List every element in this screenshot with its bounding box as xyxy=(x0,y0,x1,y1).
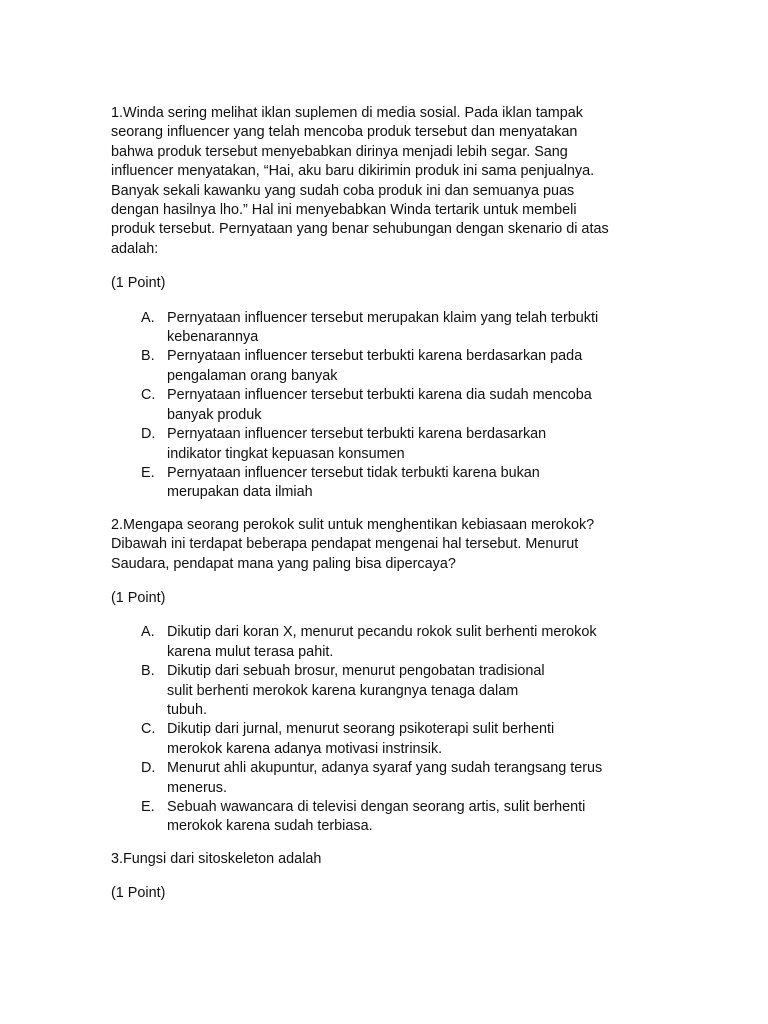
question-1-point: (1 Point) xyxy=(111,275,166,292)
option-c xyxy=(111,386,656,425)
option-text: Sebuah wawancara di televisi dengan seorang artis, sulit berhenti merokok karena sudah terbiasa. xyxy=(167,799,586,835)
option-d xyxy=(111,425,656,464)
option-e xyxy=(111,798,656,837)
option-c xyxy=(111,720,656,759)
option-a xyxy=(111,309,656,348)
option-text: Menurut ahli akupuntur, adanya syaraf yang sudah terangsang terus menerus. xyxy=(167,760,603,796)
option-letter: C. xyxy=(141,721,156,738)
option-a xyxy=(111,623,656,662)
option-letter: D. xyxy=(141,426,156,443)
option-text: Pernyataan influencer tersebut merupakan klaim yang telah terbukti kebenarannya xyxy=(167,309,599,346)
option-letter: B. xyxy=(141,348,155,365)
question-3-text: 3.Fungsi dari sitoskeleton adalah xyxy=(111,850,322,867)
option-text: Pernyataan influencer tersebut terbukti karena dia sudah mencoba banyak produk xyxy=(167,387,592,423)
option-text: Pernyataan influencer tersebut tidak terbukti karena bukan merupakan data ilmiah xyxy=(167,464,540,501)
option-text: Dikutip dari sebuah brosur, menurut pengobatan tradisional sulit berhenti merokok karena kurangnya tenaga dalam tubuh. xyxy=(167,663,545,718)
option-text: Pernyataan influencer tersebut terbukti karena berdasarkan indikator tingkat kepuasan konsumen xyxy=(167,426,547,462)
option-text: Dikutip dari koran X, menurut pecandu rokok sulit berhenti merokok karena mulut terasa pahit. xyxy=(167,624,597,660)
option-text: Pernyataan influencer tersebut terbukti karena berdasarkan pada pengalaman orang banyak xyxy=(167,348,583,384)
question-2-text: 2.Mengapa seorang perokok sulit untuk menghentikan kebiasaan merokok? Dibawah ini terdapat beberapa pendapat mengenai hal tersebut. Menurut Saudara, pendapat mana yang paling bisa dipercaya? xyxy=(111,516,595,572)
question-1-text: 1.Winda sering melihat iklan suplemen di media sosial. Pada iklan tampak seorang influencer yang telah mencoba produk tersebut dan menyatakan bahwa produk tersebut menyebabkan dirinya menjadi lebih segar. Sang influencer menyatakan, “Hai, aku baru dikirimin produk ini sama penjualnya. Banyak sekali kawanku yang sudah coba produk ini dan semuanya puas dengan hasilnya lho.” Hal ini menyebabkan Winda tertarik untuk membeli produk tersebut. Pernyataan yang benar sehubungan dengan skenario di atas adalah: xyxy=(111,105,609,257)
question-2-options xyxy=(111,623,656,836)
question-3-point: (1 Point) xyxy=(111,885,166,902)
option-letter: B. xyxy=(141,663,155,680)
option-e xyxy=(111,464,656,503)
option-letter: A. xyxy=(141,309,155,326)
option-b xyxy=(111,347,656,386)
option-letter: E. xyxy=(141,799,155,815)
option-d xyxy=(111,759,656,798)
question-3 xyxy=(111,850,656,904)
question-1-options xyxy=(111,309,656,503)
option-letter: D. xyxy=(141,760,156,777)
option-letter: A. xyxy=(141,624,155,641)
question-1 xyxy=(111,104,656,503)
option-letter: C. xyxy=(141,387,156,404)
document-page xyxy=(111,104,656,919)
option-b xyxy=(111,662,656,720)
option-text: Dikutip dari jurnal, menurut seorang psikoterapi sulit berhenti merokok karena adanya motivasi instrinsik. xyxy=(167,721,555,757)
option-letter: E. xyxy=(141,464,155,481)
question-2-point: (1 Point) xyxy=(111,589,166,606)
question-2 xyxy=(111,516,656,837)
